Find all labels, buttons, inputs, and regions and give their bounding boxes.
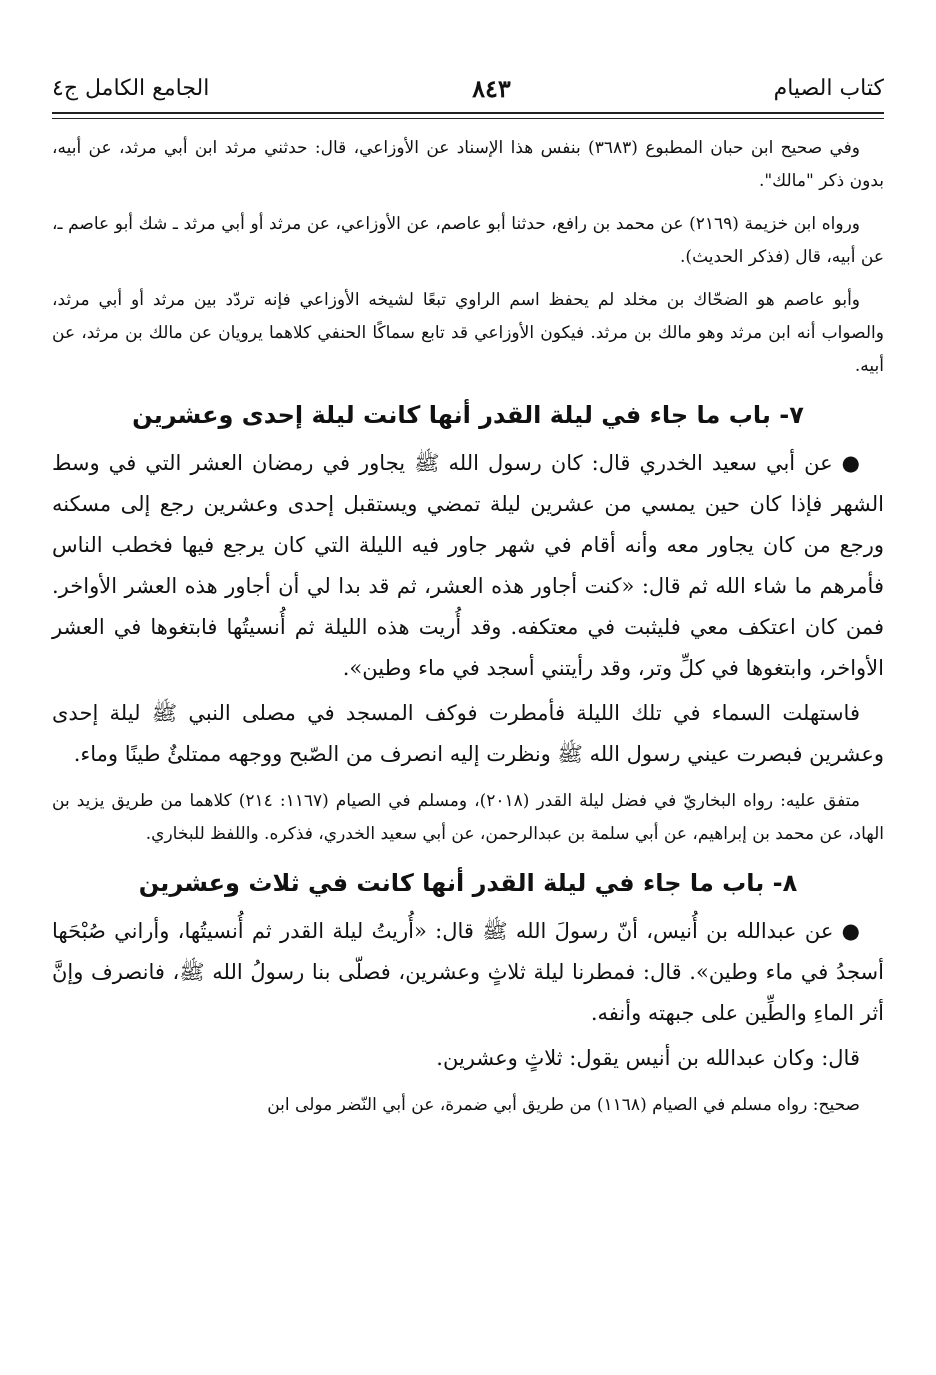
chapter-heading-7: ٧- باب ما جاء في ليلة القدر أنها كانت ليلة إحدى وعشرين — [132, 401, 804, 429]
page-header — [52, 66, 884, 110]
book-page — [52, 0, 884, 1375]
hadith-paragraph: قال: وكان عبدالله بن أنيس يقول: ثلاثٍ وعشرين. — [436, 1046, 860, 1070]
takhrij-paragraph: صحيح: رواه مسلم في الصيام (١١٦٨) من طريق أبي ضمرة، عن أبي النّضر مولى ابن — [267, 1095, 860, 1115]
chapter-heading-8: ٨- باب ما جاء في ليلة القدر أنها كانت في ثلاث وعشرين — [138, 869, 798, 897]
chapter-title: كتاب الصيام — [773, 75, 884, 101]
hadith-paragraph: ● عن عبدالله بن أُنيس، أنّ رسولَ الله ﷺ قال: «أُريتُ ليلة القدر ثم أُنسيتُها، وأراني صُبْحَها أسجدُ في ماء وطين». قال: فمطرنا ليلة ثلاثٍ وعشرين، فصلّى بنا رسولُ الله ﷺ، فانصرف وإنَّ أثر الماءِ والطِّين على جبهته وأنفه. — [52, 919, 884, 1025]
page-body — [52, 132, 884, 1132]
takhrij-paragraph: متفق عليه: رواه البخاريّ في فضل ليلة القدر (٢٠١٨)، ومسلم في الصيام (١١٦٧: ٢١٤) كلاهما من طريق يزيد بن الهاد، عن محمد بن إبراهيم، عن أبي سلمة بن عبدالرحمن، عن أبي سعيد الخدري، فذكره. واللفظ للبخاري. — [52, 791, 884, 844]
footnote-paragraph: وفي صحيح ابن حبان المطبوع (٣٦٨٣) بنفس هذا الإسناد عن الأوزاعي، قال: حدثني مرثد ابن أبي مرثد، عن أبيه، بدون ذكر "مالك". — [52, 138, 884, 191]
header-rule-thick — [52, 112, 884, 114]
hadith-paragraph: فاستهلت السماء في تلك الليلة فأمطرت فوكف المسجد في مصلى النبي ﷺ ليلة إحدى وعشرين فبصرت عيني رسول الله ﷺ ونظرت إليه انصرف من الصّبح ووجهه ممتلئٌ طينًا وماء. — [52, 701, 884, 766]
header-rule-thin — [52, 118, 884, 119]
footnote-paragraph: وأبو عاصم هو الضحّاك بن مخلد لم يحفظ اسم الراوي تبعًا لشيخه الأوزاعي فإنه تردّد بين مرثد أو أبي مرثد، والصواب أنه ابن مرثد وهو مالك بن مرثد. فيكون الأوزاعي قد تابع سماكًا الحنفي كلاهما يرويان عن مالك بن مرثد، عن أبيه. — [52, 290, 884, 376]
book-title: الجامع الكامل ج٤ — [52, 75, 210, 101]
hadith-paragraph: ● عن أبي سعيد الخدري قال: كان رسول الله ﷺ يجاور في رمضان العشر التي في وسط الشهر فإذا كان حين يمسي من عشرين ليلة تمضي ويستقبل إحدى وعشرين رجع إلى مسكنه ورجع من كان يجاور معه وأنه أقام في شهر جاور فيه الليلة التي كان يرجع فيها فخطب الناس فأمرهم ما شاء الله ثم قال: «كنت أجاور هذه العشر، ثم قد بدا لي أن أجاور هذه العشر الأواخر. فمن كان اعتكف معي فليثبت في معتكفه. وقد أُريت هذه الليلة ثم أُنسيتُها فابتغوها في العشر الأواخر، وابتغوها في كلِّ وتر، وقد رأيتني أسجد في ماء وطين». — [52, 451, 884, 680]
footnote-paragraph: ورواه ابن خزيمة (٢١٦٩) عن محمد بن رافع، حدثنا أبو عاصم، عن الأوزاعي، عن مرثد أو أبي مرثد ـ شك أبو عاصم ـ، عن أبيه، قال (فذكر الحديث). — [52, 214, 884, 267]
page-number: ٨٤٣ — [472, 73, 511, 103]
